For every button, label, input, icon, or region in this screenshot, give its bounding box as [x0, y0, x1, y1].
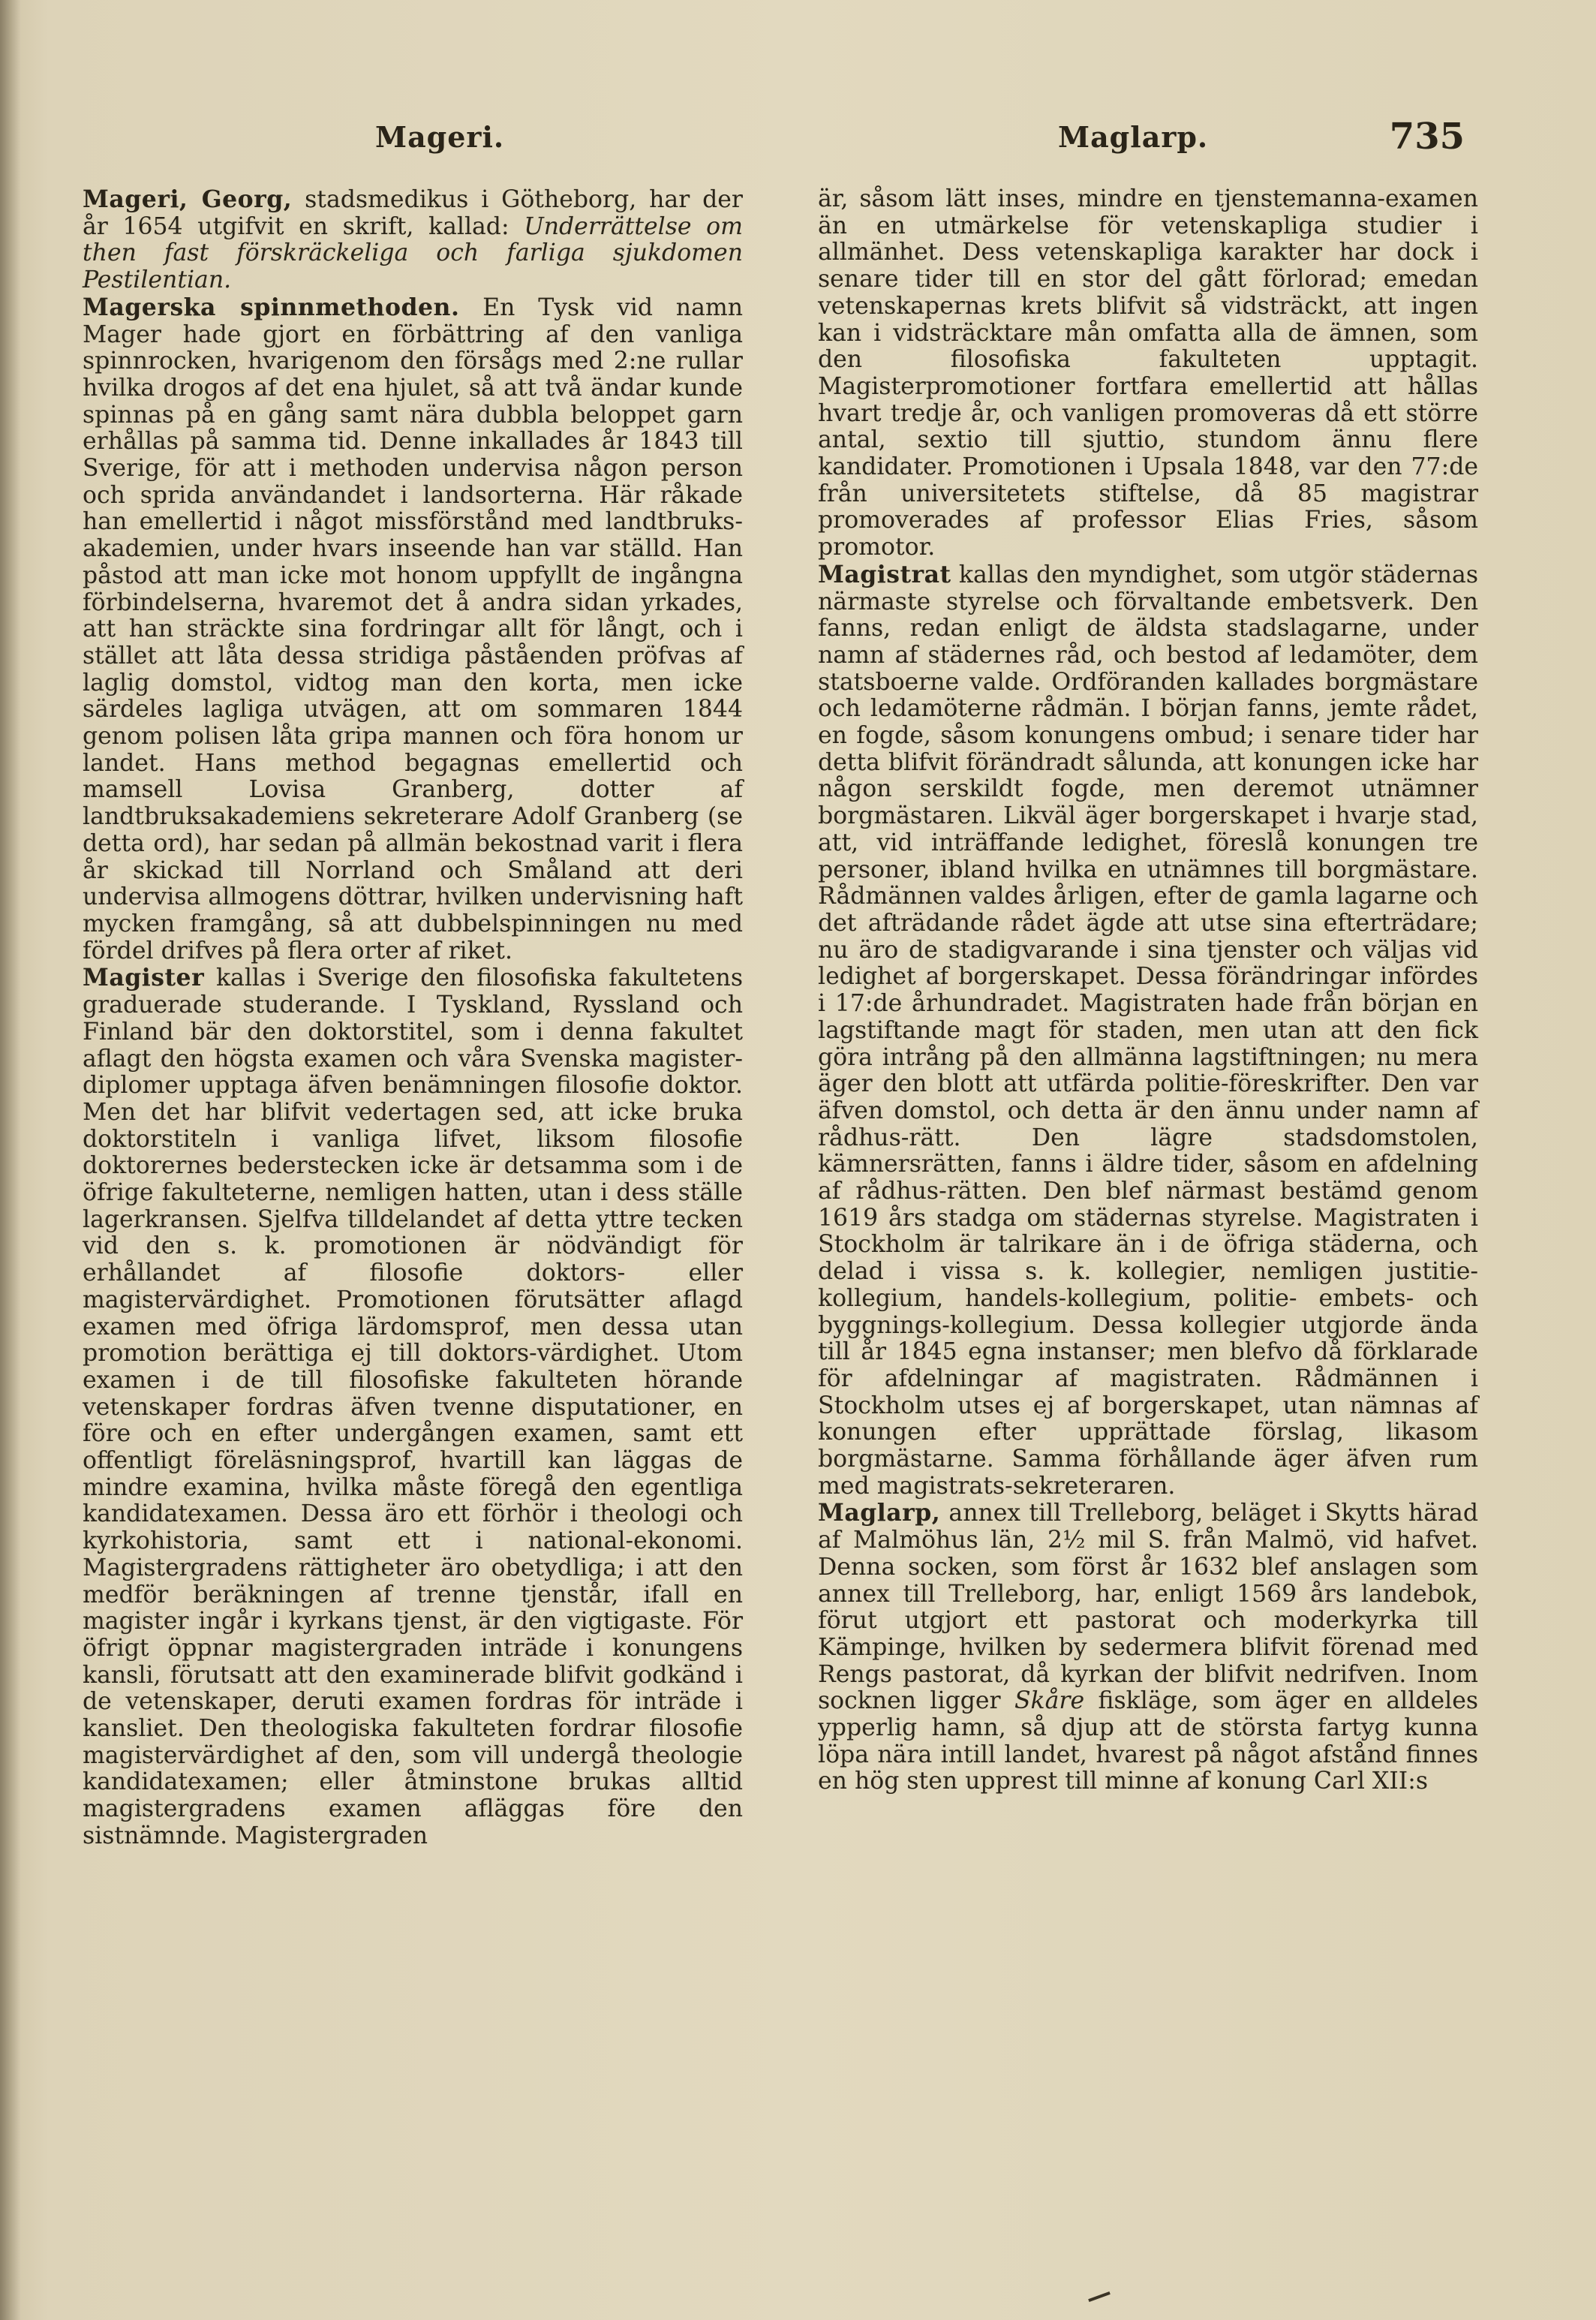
book-binding-edge — [0, 0, 21, 2320]
entry-italic-title: Underrättelse om then fast förskräckeliga och farliga sjukdomen Pestilentian. — [83, 212, 743, 294]
entry-mageri-georg — [83, 186, 743, 294]
entry-text: kallas den myndighet, som utgör städernas närmaste styrelse och förvaltande embetsverk. Den fanns, redan enligt de äldsta stadslagarne, under namn af städernes råd, och bestod af ledamöter, dem statsboerne valde. Ordföranden kallades borgmästare och ledamöterne rådmän. I början fanns, jemte rådet, en fogde, såsom konungens ombud; i senare tider har detta blifvit förändradt sålunda, att konungen icke har någon serskildt fogde, men deremot utnämner borgmästaren. Likväl äger borgerskapet i hvarje stad, att, vid inträffande ledighet, föreslå konungen tre personer, ibland hvilka en utnämnes till borgmästare. Rådmännen valdes årligen, efter de gamla lagarne och det afträdande rådet ägde att utse sina efterträdare; nu äro de stadigvarande i sina tjenster och väljas vid ledighet af borgerskapet. Dessa förändringar infördes i 17:de århundradet. Magistraten hade från början en lagstiftande magt för staden, men utan att den fick göra intrång på den allmänna lagstiftningen; nu mera äger den blott att utfärda politie-föreskrifter. Den var äfven domstol, och detta är den ännu under namn af rådhus-rätt. Den lägre stadsdomstolen, kämnersrätten, fanns i äldre tider, såsom en afdelning af rådhus-rätten. Den blef närmast bestämd genom 1619 års stadga om städernas styrelse. Magistraten i Stockholm är talrikare än i de öfriga städerna, och delad i vissa s. k. kollegier, nemligen justitie-kollegium, handels-kollegium, politie- embets- och byggnings-kollegium. Dessa kollegier utgjorde ända till år 1845 egna instanser; men blefvo då förklarade för afdelningar af magistraten. Rådmännen i Stockholm utses ej af borgerskapet, utan nämnas af konungen efter upprättade förslag, likasom borgmästarne. Samma förhållande äger äfven rum med magistrats-sekreteraren. — [818, 561, 1478, 1500]
right-column — [818, 186, 1478, 1795]
entry-magister-continued — [818, 186, 1478, 561]
entry-headword: Magister — [83, 964, 205, 992]
ink-mark — [1088, 2291, 1111, 2302]
page-number: 735 — [1389, 116, 1465, 158]
entry-magister — [83, 964, 743, 1849]
entry-text: En Tysk vid namn Mager hade gjort en förbättring af den vanliga spinnrocken, hvarigenom den försågs med 2:ne rullar hvilka drogos af det ena hjulet, så att två ändar kunde spinnas på en gång samt nära dubbla beloppet garn erhållas på samma tid. Denne inkallades år 1843 till Sverige, för att i methoden undervisa någon person och sprida användandet i landsorterna. Här råkade han emellertid i något missförstånd med landtbruks-akademien, under hvars inseende han var ställd. Han påstod att man icke mot honom uppfyllt de ingångna förbindelserna, hvaremot det å andra sidan yrkades, att han sträckte sina fordringar allt för långt, och i stället att låta dessa stridiga påståenden pröfvas af laglig domstol, vidtog man den korta, men icke särdeles lagliga utvägen, att om sommaren 1844 genom polisen låta gripa mannen och föra honom ur landet. Hans method begagnas emellertid och mamsell Lovisa Granberg, dotter af landtbruksakademiens sekreterare Adolf Granberg (se detta ord), har sedan på allmän bekostnad varit i flera år skickad till Norrland och Småland att deri undervisa allmogens döttrar, hvilken undervisning haft mycken framgång, så att dubbelspinningen nu med fördel drifves på flera orter af riket. — [83, 293, 744, 964]
entry-italic-place: Skåre — [1014, 1687, 1085, 1715]
left-column — [83, 186, 743, 1850]
entry-text: kallas i Sverige den filosofiska fakultetens graduerade studerande. I Tyskland, Ryssland och Finland bär den doktorstitel, som i denna fakultet aflagt den högsta examen och våra Svenska magister-diplomer upptaga äfven benämningen filosofie doktor. Men det har blifvit vedertagen sed, att icke bruka doktorstiteln i vanliga lifvet, liksom filosofie doktorernes bederstecken icke är detsamma som i de öfrige fakulteterne, nemligen hatten, utan i dess ställe lagerkransen. Sjelfva tilldelandet af detta yttre tecken vid den s. k. promotionen är nödvändigt för erhållandet af filosofie doktors- eller magistervärdighet. Promotionen förutsätter aflagd examen med öfriga lärdomsprof, men dessa utan promotion berättiga ej till doktors-värdighet. Utom examen i de till filosofiske fakulteten hörande vetenskaper fordras äfven tvenne disputationer, en före och en efter undergången examen, samt ett offentligt föreläsningsprof, hvartill kan läggas de mindre examina, hvilka måste föregå den egentliga kandidatexamen. Dessa äro ett förhör i theologi och kyrkohistoria, samt ett i national-ekonomi. Magistergradens rättigheter äro obetydliga; i att den medför beräkningen af trenne tjenstår, ifall en magister ingår i kyrkans tjenst, är den vigtigaste. För öfrigt öppnar magistergraden inträde i konungens kansli, förutsatt att den examinerade blifvit godkänd i de vetenskaper, deruti examen fordras för inträde i kansliet. Den theologiska fakulteten fordrar filosofie magistervärdighet af den, som vill undergå theologie kandidatexamen; eller åtminstone brukas alltid magistergradens examen afläggas före den sistnämnde. Magistergraden — [83, 964, 744, 1849]
entry-text: är, såsom lätt inses, mindre en tjenstemanna-examen än en utmärkelse för vetenskapliga studier i allmänhet. Dess vetenskapliga karakter har dock i senare tider till en stor del gått förlorad; emedan vetenskapernas krets blifvit så vidsträckt, att ingen kan i vidsträcktare mån omfatta alla de ämnen, som den filosofiska fakulteten upptagit. Magisterpromotioner fortfara emellertid att hållas hvart tredje år, och vanligen promoveras då ett större antal, sextio till sjuttio, stundom ännu flere kandidater. Promotionen i Upsala 1848, var den 77:de från universitetets stiftelse, då 85 magistrar promoverades af professor Elias Fries, såsom promotor. — [818, 185, 1478, 561]
entry-text: stadsmedikus i Götheborg, har der år 1654 utgifvit en skrift, kallad: — [83, 186, 743, 240]
entry-magistrat — [818, 561, 1478, 1500]
entry-headword: Mageri, Georg, — [83, 185, 293, 213]
entry-headword: Magerska spinnmethoden. — [83, 293, 460, 321]
running-header — [83, 116, 1465, 165]
entry-text-continued: fiskläge, som äger en alldeles ypperlig hamn, så djup att de största fartyg kunna löpa nära intill landet, hvarest på något afstånd finnes en hög sten upprest till minne af konung Carl XII:s — [818, 1687, 1479, 1795]
entry-headword: Magistrat — [818, 560, 951, 588]
entry-headword: Maglarp, — [818, 1499, 941, 1527]
entry-maglarp — [818, 1500, 1478, 1795]
entry-magerska-spinnmethoden — [83, 294, 743, 965]
header-right-catchword: Maglarp. — [1058, 120, 1209, 154]
header-left-catchword: Mageri. — [375, 120, 505, 154]
entry-text: annex till Trelleborg, beläget i Skytts härad af Malmöhus län, 2½ mil S. från Malmö, vid hafvet. Denna socken, som först år 1632 blef anslagen som annex till Trelleborg, har, enligt 1569 års landebok, förut utgjort ett pastorat och moderkyrka till Kämpinge, hvilken by sedermera blifvit förenad med Rengs pastorat, då kyrkan der blifvit nedrifven. Inom socknen ligger — [818, 1500, 1478, 1715]
